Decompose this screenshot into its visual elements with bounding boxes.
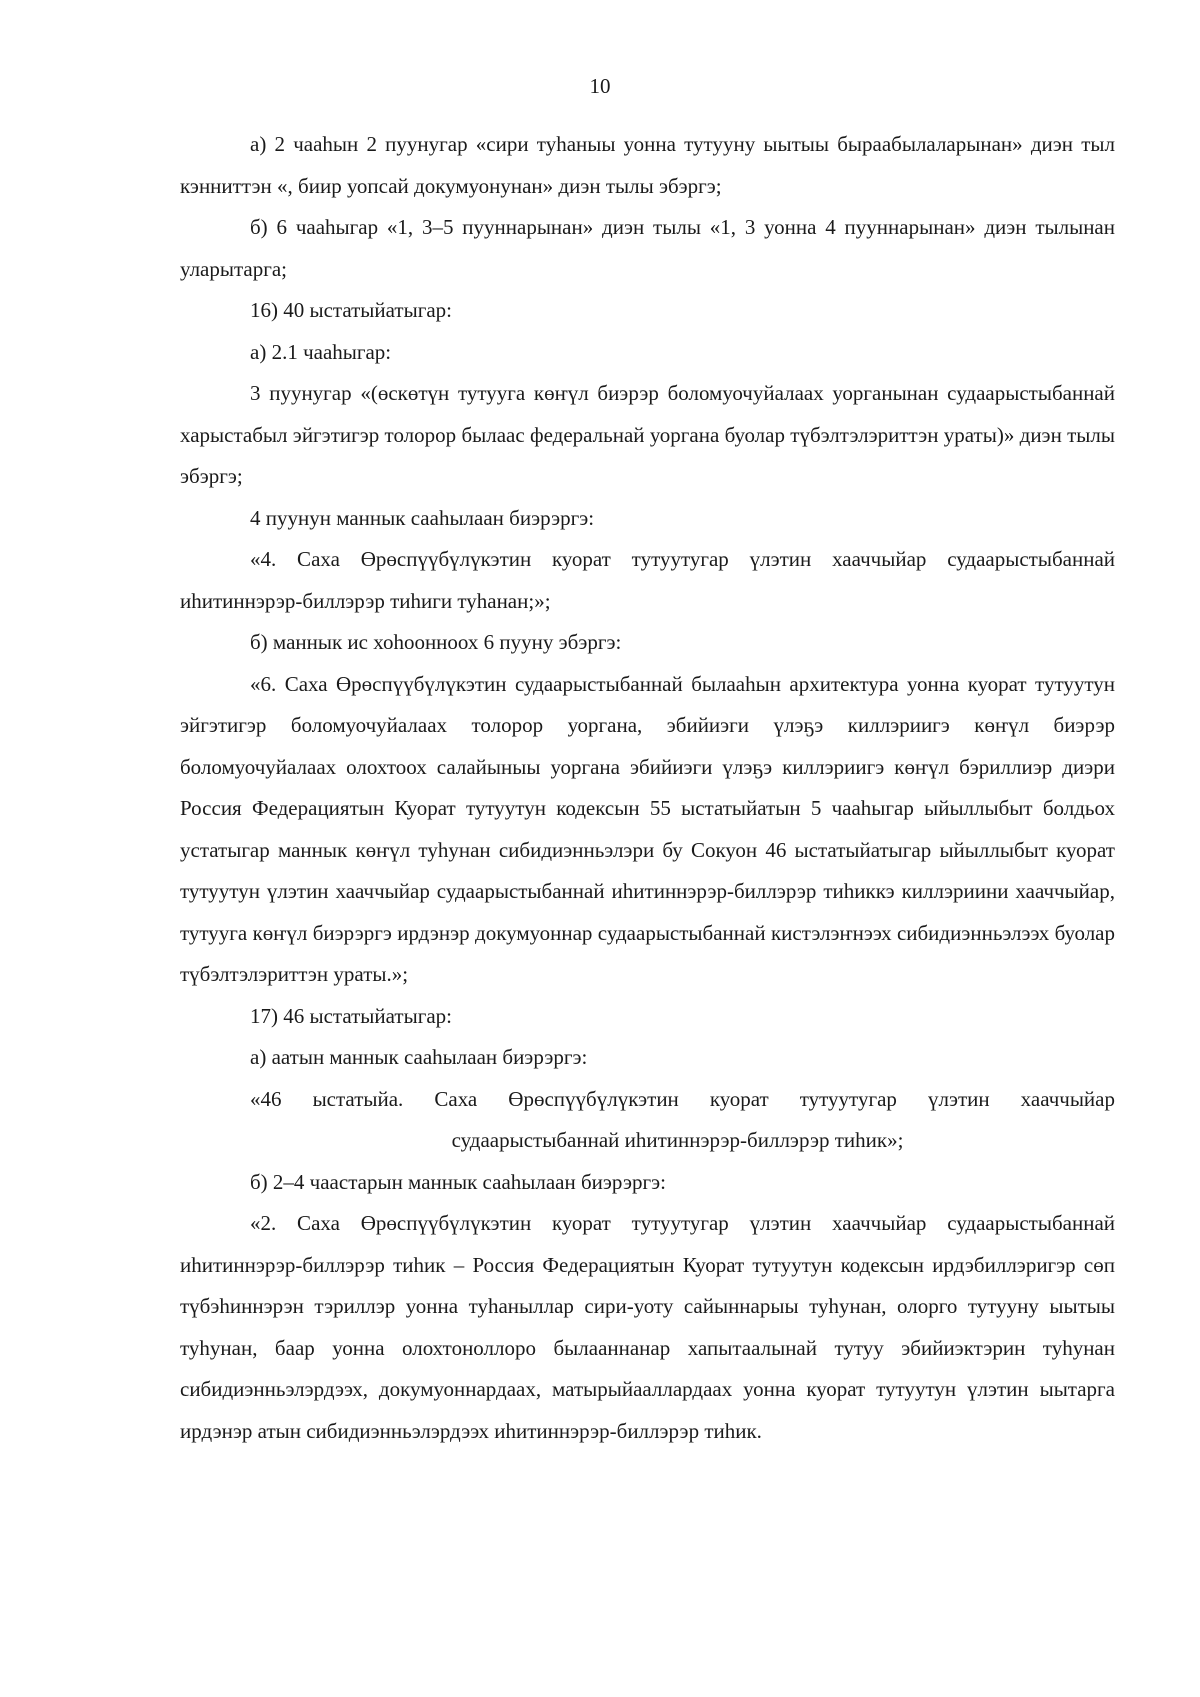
paragraph-point-4-intro: 4 пуунун маннык сааһылаан биэрэргэ: (250, 505, 595, 530)
page-number: 10 (589, 74, 611, 98)
paragraph-point-6-text: «6. Саха Өрөспүүбүлүкэтин судаарыстыбаннай былааһын архитектура уонна куорат тутуутун эйгэтигэр боломуочуйалаах толорор уоргана, эбийиэги үлэҕэ киллэриигэ көҥүл биэрэр боломуочуйалаах олохтоох салайыныы уоргана эбийиэги үлэҕэ киллэриигэ көҥүл бэриллиэр диэри Россия Федерациятын Куорат тутуутун кодексын 55 ыстатыйатын 5 чааһыгар ыйыллыбыт болдьох устатыгар маннык көҥүл туһунан сибидиэнньэлэри бу Сокуон 46 ыстатыйатыгар ыйыллыбыт куорат тутуутун үлэтин хааччыйар судаарыстыбаннай иһитиннэрэр-биллэрэр тиһиккэ киллэриини хааччыйар, тутууга көҥүл биэрэргэ ирдэнэр докумуоннар судаарыстыбаннай кистэлэҥнээх сибидиэнньэлээх буолар түбэлтэлэриттэн ураты.»; (180, 671, 1115, 986)
paragraph-2a: а) 2 чааһын 2 пуунугар «сири туһаныы уонна тутууну ыытыы быраабылаларынан» диэн тыл кэнниттэн «, биир уопсай докумуонунан» диэн тылы эбэргэ; (180, 132, 1115, 198)
item-16-heading: 16) 40 ыстатыйатыгар: (250, 298, 452, 322)
article-46-title-line-2: судаарыстыбаннай иһитиннэрэр-биллэрэр тиһик»; (451, 1128, 904, 1152)
document-body (180, 124, 1115, 1452)
paragraph-2b: б) 6 чааһыгар «1, 3–5 пууннарынан» диэн тылы «1, 3 уонна 4 пууннарынан» диэн тылынан уларытарга; (180, 215, 1115, 281)
paragraph-part-2-text: «2. Саха Өрөспүүбүлүкэтин куорат тутуутугар үлэтин хааччыйар судаарыстыбаннай иһитиннэрэр-биллэрэр тиһик – Россия Федерациятын Куорат тутуутун кодексын ирдэбиллэригэр сөп түбэһиннэрэн тэриллэр уонна туһаныллар сири-уоту сайыннарыы туһунан, олорго тутууну ыытыы туһунан, баар уонна олохтоноллоро былааннанар хапытаалынай тутуу эбийиэктэрин туһунан сибидиэнньэлэрдээх, докумуоннардаах, матырыйааллардаах уонна куорат тутуутун үлэтин ыытарга ирдэнэр атын сибидиэнньэлэрдээх иһитиннэрэр-биллэрэр тиһик. (180, 1211, 1115, 1443)
paragraph-17a: а) аатын маннык сааһылаан биэрэргэ: (250, 1045, 588, 1069)
paragraph-16b: б) маннык ис хоһоонноох 6 пууну эбэргэ: (250, 630, 622, 654)
paragraph-point-3: 3 пуунугар «(өскөтүн тутууга көҥүл биэрэр боломуочуйалаах уорганынан судаарыстыбаннай харыстабыл эйгэтигэр толорор былаас федеральнай уоргана буолар түбэлтэлэриттэн ураты)» диэн тылы эбэргэ; (180, 381, 1115, 488)
item-17-heading: 17) 46 ыстатыйатыгар: (250, 1003, 452, 1028)
paragraph-17b: б) 2–4 чаастарын маннык сааһылаан биэрэргэ: (250, 1169, 666, 1194)
article-46-title-line-1: «46 ыстатыйа. Саха Өрөспүүбүлүкэтин куорат тутуутугар үлэтин хааччыйар (250, 1086, 1115, 1111)
paragraph-point-4-text: «4. Саха Өрөспүүбүлүкэтин куорат тутуутугар үлэтин хааччыйар судаарыстыбаннай иһитиннэрэр-биллэрэр тиһиги туһанан;»; (180, 547, 1115, 613)
paragraph-16a: а) 2.1 чааһыгар: (250, 339, 392, 364)
